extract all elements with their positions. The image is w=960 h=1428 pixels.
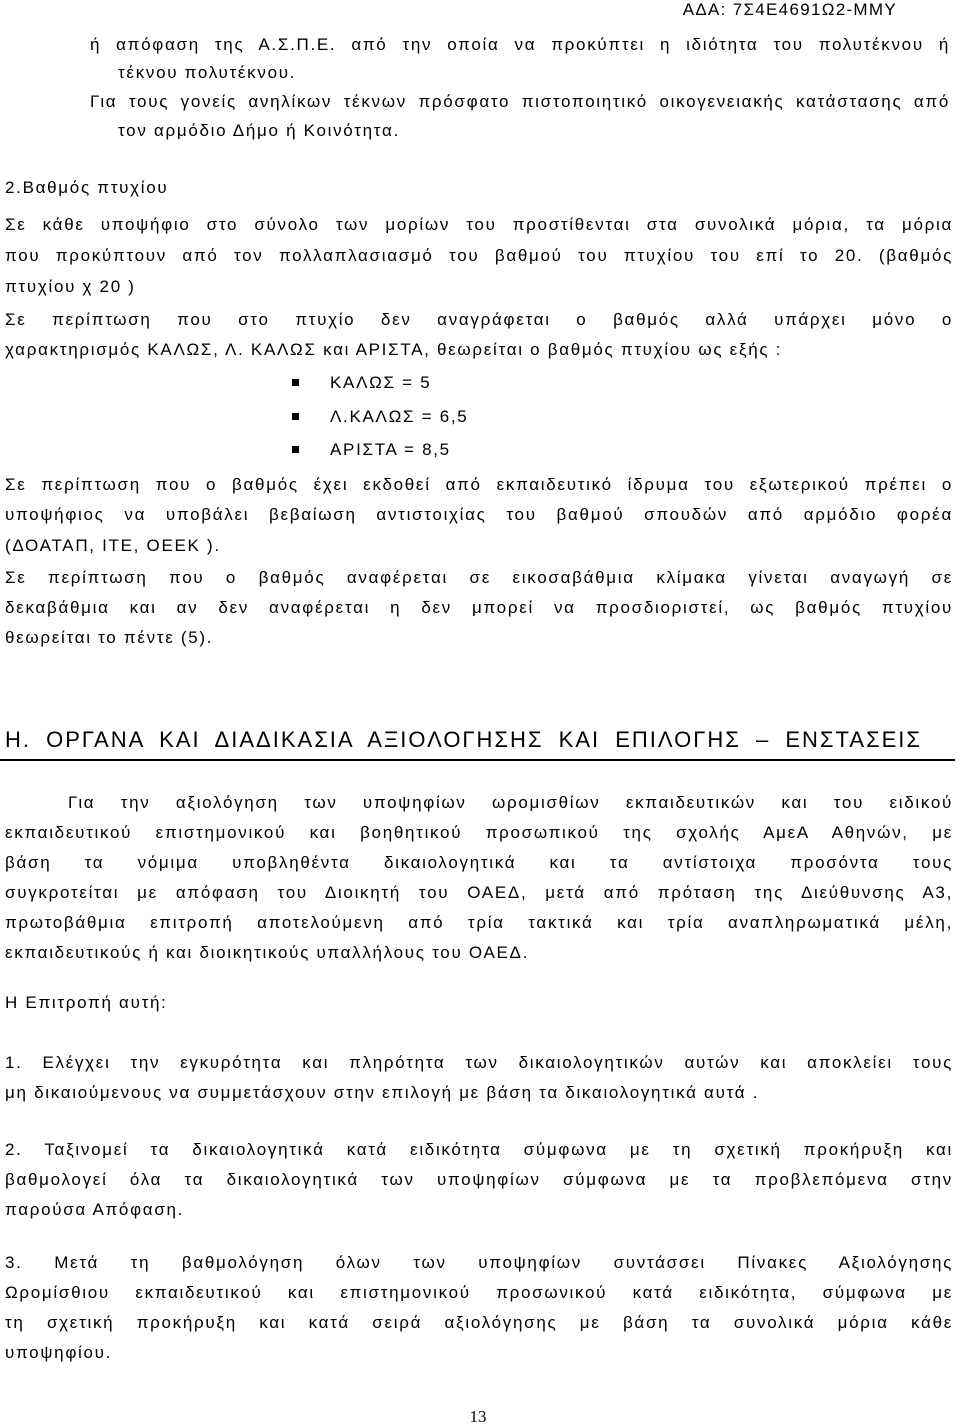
paragraph-line: εκπαιδευτικού επιστημονικού και βοηθητικού προσωπικού της σχολής ΑμεΑ Αθηνών, με <box>5 823 953 842</box>
paragraph-line: Σε περίπτωση που ο βαθμός αναφέρεται σε εικοσαβάθμια κλίμακα γίνεται αναγωγή σε <box>5 568 953 587</box>
committee-label: Η Επιτροπή αυτή: <box>5 993 168 1012</box>
paragraph-line: (ΔΟΑΤΑΠ, ΙΤΕ, ΟΕΕΚ ). <box>5 536 221 555</box>
ada-code: ΑΔΑ: 7Σ4Ε4691Ω2-ΜΜΥ <box>682 0 897 19</box>
grade-scale-item: Λ.ΚΑΛΩΣ = 6,5 <box>330 407 469 426</box>
section-heading: Η. ΟΡΓΑΝΑ ΚΑΙ ΔΙΑΔΙΚΑΣΙΑ ΑΞΙΟΛΟΓΗΣΗΣ ΚΑΙ ΕΠΙΛΟΓΗΣ – ΕΝΣΤΑΣΕΙΣ <box>5 727 922 752</box>
paragraph-line: πρωτοβάθμια επιτροπή αποτελούμενη από τρία τακτικά και τρία αναπληρωματικά μέλη, <box>5 913 953 932</box>
paragraph-line: δεκαβάθμια και αν δεν αναφέρεται η δεν μπορεί να προσδιοριστεί, ως βαθμός πτυχίου <box>5 598 953 617</box>
duty-line: μη δικαιούμενους να συμμετάσχουν στην επιλογή με βάση τα δικαιολογητικά αυτά . <box>5 1083 760 1102</box>
paragraph-line: Σε κάθε υποψήφιο στο σύνολο των μορίων του προστίθενται στα συνολικά μόρια, τα μόρια <box>5 215 953 234</box>
duty-line: 2. Ταξινομεί τα δικαιολογητικά κατά ειδικότητα σύμφωνα με τη σχετική προκήρυξη και <box>5 1140 953 1159</box>
paragraph-line: Σε περίπτωση που ο βαθμός έχει εκδοθεί από εκπαιδευτικό ίδρυμα του εξωτερικού πρέπει ο <box>5 475 953 494</box>
paragraph-line: Σε περίπτωση που στο πτυχίο δεν αναγράφεται ο βαθμός αλλά υπάρχει μόνο ο <box>5 310 953 329</box>
requirement-line: τον αρμόδιο Δήμο ή Κοινότητα. <box>118 121 400 140</box>
requirement-line: Για τους γονείς ανηλίκων τέκνων πρόσφατο πιστοποιητικό οικογενειακής κατάστασης από <box>90 92 950 111</box>
duty-line: βαθμολογεί όλα τα δικαιολογητικά των υποψηφίων σύμφωνα με τα προβλεπόμενα στην <box>5 1170 953 1189</box>
section-title: 2.Βαθμός πτυχίου <box>5 178 169 197</box>
paragraph-line: θεωρείται το πέντε (5). <box>5 628 214 647</box>
paragraph-line: συγκροτείται με απόφαση του Διοικητή του ΟΑΕΔ, μετά από πρόταση της Διεύθυνσης Α3, <box>5 883 953 902</box>
square-bullet-icon <box>292 446 299 453</box>
duty-line: 3. Μετά τη βαθμολόγηση όλων των υποψηφίων συντάσσει Πίνακες Αξιολόγησης <box>5 1253 953 1272</box>
duty-line: 1. Ελέγχει την εγκυρότητα και πληρότητα των δικαιολογητικών αυτών και αποκλείει τους <box>5 1053 953 1072</box>
duty-line: παρούσα Απόφαση. <box>5 1200 185 1219</box>
paragraph-line: που προκύπτουν από τον πολλαπλασιασμό του βαθμού του πτυχίου του επί το 20. (βαθμός <box>5 246 953 265</box>
paragraph-line: Για την αξιολόγηση των υποψηφίων ωρομισθίων εκπαιδευτικών και του ειδικού <box>68 793 953 812</box>
requirement-line: τέκνου πολυτέκνου. <box>118 63 297 82</box>
paragraph-line: βάση τα νόμιμα υποβληθέντα δικαιολογητικά και τα αντίστοιχα προσόντα τους <box>5 853 953 872</box>
paragraph-line: πτυχίου χ 20 ) <box>5 277 136 296</box>
paragraph-line: υποψήφιος να υποβάλει βεβαίωση αντιστοιχίας του βαθμού σπουδών από αρμόδιο φορέα <box>5 505 953 524</box>
page-number: 13 <box>469 1407 487 1426</box>
duty-line: Ωρομίσθιου εκπαιδευτικού και επιστημονικού προσωνικού κατά ειδικότητα, σύμφωνα με <box>5 1283 953 1302</box>
paragraph-line: εκπαιδευτικούς ή και διοικητικούς υπαλλήλους του ΟΑΕΔ. <box>5 943 530 962</box>
requirement-line: ή απόφαση της Α.Σ.Π.Ε. από την οποία να προκύπτει η ιδιότητα του πολυτέκνου ή <box>90 35 950 54</box>
grade-scale-item: ΚΑΛΩΣ = 5 <box>330 373 432 392</box>
duty-line: υποψηφίου. <box>5 1343 113 1362</box>
square-bullet-icon <box>292 379 299 386</box>
duty-line: τη σχετική προκήρυξη και κατά σειρά αξιολόγησης με βάση τα συνολικά μόρια κάθε <box>5 1313 953 1332</box>
square-bullet-icon <box>292 413 299 420</box>
paragraph-line: χαρακτηρισμός ΚΑΛΩΣ, Λ. ΚΑΛΩΣ και ΑΡΙΣΤΑ, θεωρείται ο βαθμός πτυχίου ως εξής : <box>5 340 783 359</box>
heading-rule <box>0 759 955 761</box>
grade-scale-item: ΑΡΙΣΤΑ = 8,5 <box>330 440 451 459</box>
